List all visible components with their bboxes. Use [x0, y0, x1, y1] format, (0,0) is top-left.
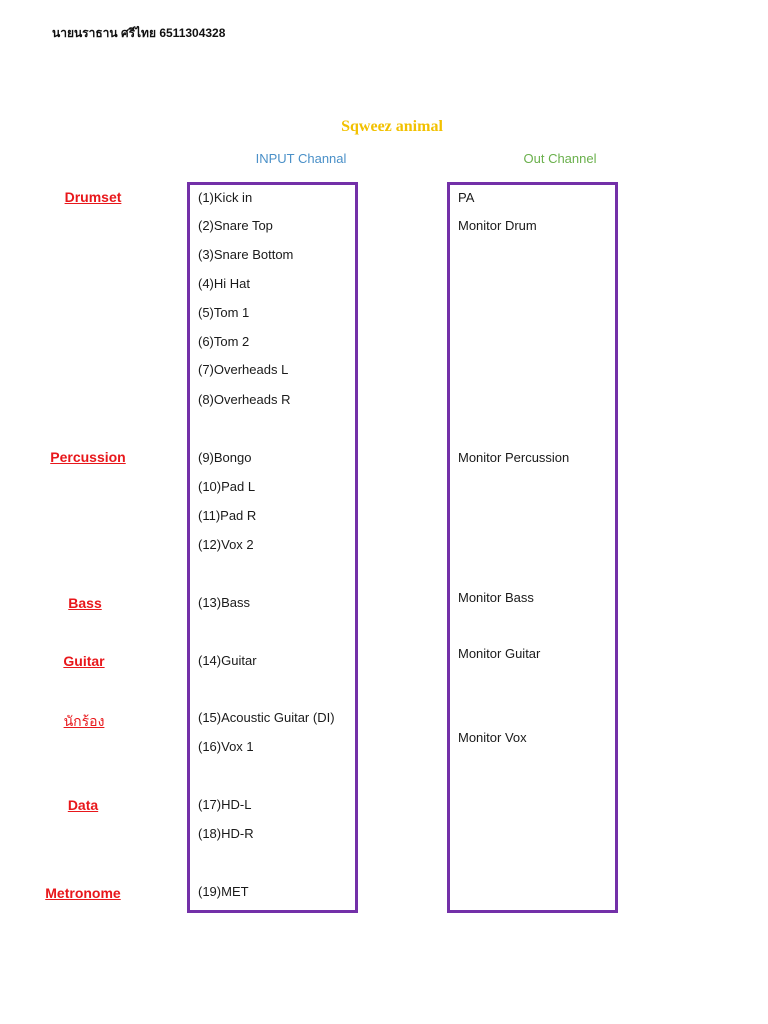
- input-channel-item: (7)Overheads L: [198, 362, 289, 377]
- input-channel-item: (9)Bongo: [198, 450, 252, 465]
- input-channel-item: (12)Vox 2: [198, 537, 254, 552]
- input-channel-item: (3)Snare Bottom: [198, 247, 294, 262]
- input-channel-item: (17)HD-L: [198, 797, 252, 812]
- output-channel-item: PA: [458, 190, 475, 205]
- input-channel-item: (13)Bass: [198, 595, 251, 610]
- output-channel-item: Monitor Bass: [458, 590, 534, 605]
- group-label-drumset: Drumset: [64, 189, 122, 205]
- input-channel-item: (15)Acoustic Guitar (DI): [198, 710, 335, 725]
- input-channel-item: (8)Overheads R: [198, 392, 291, 407]
- author-line: นายนราธาน ศรีไทย 6511304328: [52, 26, 226, 40]
- input-channel-item: (1)Kick in: [198, 190, 253, 205]
- group-label-vocals: นักร้อง: [63, 713, 105, 729]
- output-channel-item: Monitor Drum: [458, 218, 537, 233]
- input-channel-item: (10)Pad L: [198, 479, 256, 494]
- input-channel-item: (11)Pad R: [198, 508, 257, 523]
- group-label-guitar: Guitar: [63, 653, 105, 669]
- input-channel-item: (18)HD-R: [198, 826, 254, 841]
- input-channel-header: INPUT Channal: [255, 151, 347, 166]
- page-title: Sqweez animal: [341, 118, 443, 135]
- input-channel-item: (6)Tom 2: [198, 334, 250, 349]
- input-channel-item: (5)Tom 1: [198, 305, 250, 320]
- input-channel-item: (4)Hi Hat: [198, 276, 251, 291]
- output-channel-box: [447, 182, 618, 913]
- input-channel-item: (14)Guitar: [198, 653, 257, 668]
- output-channel-item: Monitor Percussion: [458, 450, 570, 465]
- input-channel-item: (16)Vox 1: [198, 739, 254, 754]
- group-label-metronome: Metronome: [45, 885, 121, 901]
- group-label-percussion: Percussion: [50, 449, 126, 465]
- group-label-bass: Bass: [68, 595, 102, 611]
- output-channel-header: Out Channel: [523, 151, 597, 166]
- output-channel-item: Monitor Guitar: [458, 646, 541, 661]
- group-label-data: Data: [67, 797, 99, 813]
- output-channel-item: Monitor Vox: [458, 730, 527, 745]
- input-channel-item: (19)MET: [198, 884, 249, 899]
- input-channel-item: (2)Snare Top: [198, 218, 273, 233]
